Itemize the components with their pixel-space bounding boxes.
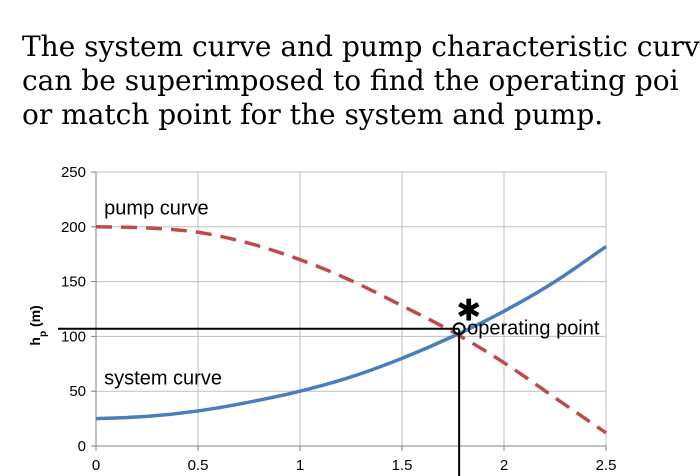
operating-point-label: operating point: [467, 317, 600, 340]
x-tick-label: 1: [295, 457, 305, 474]
x-tick-label: 2: [499, 457, 509, 474]
heading-line-1: The system curve and pump characteristic curv: [22, 30, 700, 63]
heading-line-2: can be superimposed to find the operating poi: [22, 64, 679, 97]
x-tick-label: 0.5: [187, 457, 209, 474]
heading-line-3: or match point for the system and pump.: [22, 98, 604, 131]
y-tick-label: 150: [60, 273, 86, 291]
asterisk-icon: ✱: [456, 293, 482, 329]
y-tick-label: 50: [69, 383, 86, 401]
pump-curve-label: pump curve: [104, 197, 209, 220]
x-tick-label: 0: [91, 457, 101, 474]
x-tick-label: 1.5: [391, 457, 413, 474]
y-tick-label: 250: [60, 164, 86, 181]
y-axis-label: $h_p$ (m): [27, 305, 49, 346]
y-tick-label: 100: [60, 328, 86, 346]
system-curve-label: system curve: [104, 367, 222, 390]
y-tick-label: 0: [77, 438, 86, 455]
x-tick-label: 2.5: [595, 457, 617, 474]
y-tick-label: 200: [60, 218, 86, 236]
